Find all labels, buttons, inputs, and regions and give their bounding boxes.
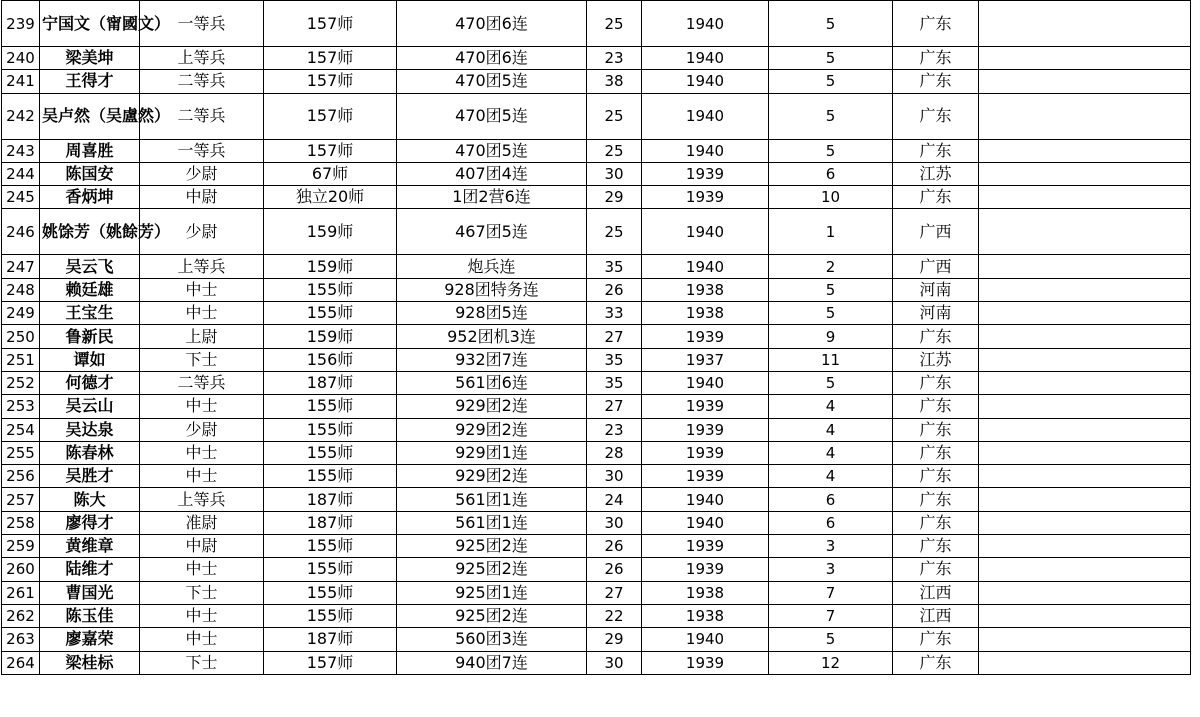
division-cell: 155师	[264, 535, 397, 558]
province-cell: 广东	[893, 47, 979, 70]
row-number: 256	[2, 465, 40, 488]
note-cell	[979, 535, 1191, 558]
year-cell: 1939	[642, 418, 769, 441]
month-cell: 4	[769, 395, 893, 418]
row-number: 264	[2, 651, 40, 674]
unit-cell: 929团2连	[397, 418, 587, 441]
province-cell: 广东	[893, 93, 979, 139]
year-cell: 1940	[642, 70, 769, 93]
age-cell: 22	[587, 604, 642, 627]
division-cell: 187师	[264, 628, 397, 651]
rank-cell: 中士	[140, 278, 264, 301]
division-cell: 155师	[264, 302, 397, 325]
rank-cell: 中尉	[140, 186, 264, 209]
month-cell: 5	[769, 1, 893, 47]
unit-cell: 925团2连	[397, 604, 587, 627]
unit-cell: 928团5连	[397, 302, 587, 325]
unit-cell: 470团5连	[397, 70, 587, 93]
soldier-name: 梁美坤	[40, 47, 140, 70]
soldier-name: 赖廷雄	[40, 278, 140, 301]
table-row	[2, 70, 1191, 93]
soldier-name: 陈国安	[40, 162, 140, 185]
year-cell: 1940	[642, 628, 769, 651]
roster-body	[2, 1, 1191, 675]
row-number: 255	[2, 441, 40, 464]
soldier-name: 黄维章	[40, 535, 140, 558]
rank-cell: 中士	[140, 558, 264, 581]
province-cell: 广东	[893, 325, 979, 348]
year-cell: 1940	[642, 139, 769, 162]
month-cell: 6	[769, 511, 893, 534]
unit-cell: 925团1连	[397, 581, 587, 604]
unit-cell: 470团6连	[397, 1, 587, 47]
month-cell: 5	[769, 93, 893, 139]
rank-cell: 上等兵	[140, 47, 264, 70]
rank-cell: 二等兵	[140, 93, 264, 139]
note-cell	[979, 604, 1191, 627]
year-cell: 1940	[642, 255, 769, 278]
age-cell: 29	[587, 186, 642, 209]
year-cell: 1939	[642, 441, 769, 464]
table-row	[2, 441, 1191, 464]
soldier-name: 宁国文（甯國文）	[40, 1, 140, 47]
table-row	[2, 302, 1191, 325]
year-cell: 1938	[642, 302, 769, 325]
month-cell: 6	[769, 162, 893, 185]
soldier-name: 王得才	[40, 70, 140, 93]
age-cell: 24	[587, 488, 642, 511]
age-cell: 26	[587, 278, 642, 301]
rank-cell: 上尉	[140, 325, 264, 348]
age-cell: 25	[587, 93, 642, 139]
table-row	[2, 395, 1191, 418]
province-cell: 广东	[893, 186, 979, 209]
row-number: 260	[2, 558, 40, 581]
month-cell: 4	[769, 418, 893, 441]
soldier-name: 香炳坤	[40, 186, 140, 209]
province-cell: 广东	[893, 651, 979, 674]
month-cell: 4	[769, 441, 893, 464]
province-cell: 江西	[893, 604, 979, 627]
year-cell: 1939	[642, 186, 769, 209]
rank-cell: 一等兵	[140, 139, 264, 162]
table-row	[2, 348, 1191, 371]
age-cell: 30	[587, 162, 642, 185]
division-cell: 187师	[264, 511, 397, 534]
row-number: 244	[2, 162, 40, 185]
province-cell: 广东	[893, 511, 979, 534]
row-number: 261	[2, 581, 40, 604]
note-cell	[979, 162, 1191, 185]
rank-cell: 二等兵	[140, 371, 264, 394]
province-cell: 广东	[893, 139, 979, 162]
table-row	[2, 255, 1191, 278]
soldier-name: 吴云飞	[40, 255, 140, 278]
rank-cell: 下士	[140, 348, 264, 371]
division-cell: 157师	[264, 139, 397, 162]
table-row	[2, 465, 1191, 488]
note-cell	[979, 70, 1191, 93]
rank-cell: 下士	[140, 651, 264, 674]
table-row	[2, 325, 1191, 348]
age-cell: 23	[587, 418, 642, 441]
note-cell	[979, 348, 1191, 371]
month-cell: 5	[769, 628, 893, 651]
row-number: 241	[2, 70, 40, 93]
rank-cell: 少尉	[140, 418, 264, 441]
note-cell	[979, 371, 1191, 394]
table-row	[2, 162, 1191, 185]
month-cell: 5	[769, 70, 893, 93]
note-cell	[979, 47, 1191, 70]
soldier-name: 吴胜才	[40, 465, 140, 488]
division-cell: 157师	[264, 70, 397, 93]
unit-cell: 952团机3连	[397, 325, 587, 348]
division-cell: 67师	[264, 162, 397, 185]
table-row	[2, 186, 1191, 209]
division-cell: 156师	[264, 348, 397, 371]
province-cell: 广东	[893, 488, 979, 511]
soldier-name: 曹国光	[40, 581, 140, 604]
table-row	[2, 535, 1191, 558]
rank-cell: 中士	[140, 604, 264, 627]
soldier-name: 梁桂标	[40, 651, 140, 674]
note-cell	[979, 465, 1191, 488]
province-cell: 广东	[893, 70, 979, 93]
age-cell: 26	[587, 558, 642, 581]
division-cell: 159师	[264, 209, 397, 255]
year-cell: 1940	[642, 209, 769, 255]
year-cell: 1939	[642, 395, 769, 418]
year-cell: 1939	[642, 535, 769, 558]
province-cell: 广东	[893, 465, 979, 488]
division-cell: 157师	[264, 93, 397, 139]
note-cell	[979, 93, 1191, 139]
unit-cell: 940团7连	[397, 651, 587, 674]
province-cell: 江苏	[893, 162, 979, 185]
rank-cell: 少尉	[140, 162, 264, 185]
note-cell	[979, 302, 1191, 325]
year-cell: 1938	[642, 581, 769, 604]
note-cell	[979, 628, 1191, 651]
note-cell	[979, 209, 1191, 255]
soldier-name: 姚馀芳（姚餘芳）	[40, 209, 140, 255]
note-cell	[979, 651, 1191, 674]
year-cell: 1939	[642, 162, 769, 185]
age-cell: 27	[587, 395, 642, 418]
division-cell: 159师	[264, 255, 397, 278]
division-cell: 187师	[264, 371, 397, 394]
month-cell: 4	[769, 465, 893, 488]
month-cell: 6	[769, 488, 893, 511]
province-cell: 广东	[893, 628, 979, 651]
note-cell	[979, 581, 1191, 604]
row-number: 263	[2, 628, 40, 651]
note-cell	[979, 488, 1191, 511]
month-cell: 3	[769, 558, 893, 581]
month-cell: 5	[769, 278, 893, 301]
row-number: 258	[2, 511, 40, 534]
province-cell: 广东	[893, 1, 979, 47]
month-cell: 9	[769, 325, 893, 348]
division-cell: 157师	[264, 651, 397, 674]
province-cell: 江苏	[893, 348, 979, 371]
age-cell: 35	[587, 255, 642, 278]
year-cell: 1939	[642, 325, 769, 348]
note-cell	[979, 186, 1191, 209]
soldier-name: 吴达泉	[40, 418, 140, 441]
division-cell: 155师	[264, 581, 397, 604]
row-number: 247	[2, 255, 40, 278]
year-cell: 1937	[642, 348, 769, 371]
unit-cell: 467团5连	[397, 209, 587, 255]
soldier-name: 陆维才	[40, 558, 140, 581]
note-cell	[979, 441, 1191, 464]
unit-cell: 470团5连	[397, 93, 587, 139]
division-cell: 157师	[264, 47, 397, 70]
rank-cell: 中士	[140, 395, 264, 418]
table-row	[2, 558, 1191, 581]
table-row	[2, 1, 1191, 47]
unit-cell: 925团2连	[397, 558, 587, 581]
age-cell: 27	[587, 325, 642, 348]
row-number: 245	[2, 186, 40, 209]
rank-cell: 中尉	[140, 535, 264, 558]
unit-cell: 929团2连	[397, 395, 587, 418]
province-cell: 广东	[893, 371, 979, 394]
province-cell: 广西	[893, 255, 979, 278]
soldier-name: 陈春林	[40, 441, 140, 464]
division-cell: 159师	[264, 325, 397, 348]
month-cell: 10	[769, 186, 893, 209]
province-cell: 广东	[893, 535, 979, 558]
year-cell: 1939	[642, 558, 769, 581]
year-cell: 1940	[642, 47, 769, 70]
table-row	[2, 604, 1191, 627]
note-cell	[979, 558, 1191, 581]
roster-table	[1, 0, 1191, 675]
year-cell: 1940	[642, 511, 769, 534]
soldier-name: 吴卢然（吴盧然）	[40, 93, 140, 139]
row-number: 240	[2, 47, 40, 70]
age-cell: 28	[587, 441, 642, 464]
month-cell: 12	[769, 651, 893, 674]
table-row	[2, 278, 1191, 301]
year-cell: 1939	[642, 651, 769, 674]
rank-cell: 中士	[140, 465, 264, 488]
year-cell: 1938	[642, 278, 769, 301]
table-row	[2, 581, 1191, 604]
month-cell: 5	[769, 371, 893, 394]
note-cell	[979, 395, 1191, 418]
province-cell: 广东	[893, 418, 979, 441]
row-number: 259	[2, 535, 40, 558]
unit-cell: 932团7连	[397, 348, 587, 371]
table-row	[2, 628, 1191, 651]
division-cell: 独立20师	[264, 186, 397, 209]
unit-cell: 928团特务连	[397, 278, 587, 301]
soldier-name: 周喜胜	[40, 139, 140, 162]
province-cell: 广东	[893, 441, 979, 464]
province-cell: 广西	[893, 209, 979, 255]
month-cell: 7	[769, 581, 893, 604]
rank-cell: 中士	[140, 628, 264, 651]
row-number: 253	[2, 395, 40, 418]
table-row	[2, 371, 1191, 394]
rank-cell: 下士	[140, 581, 264, 604]
month-cell: 3	[769, 535, 893, 558]
note-cell	[979, 278, 1191, 301]
rank-cell: 准尉	[140, 511, 264, 534]
soldier-name: 鲁新民	[40, 325, 140, 348]
table-row	[2, 418, 1191, 441]
row-number: 248	[2, 278, 40, 301]
division-cell: 157师	[264, 1, 397, 47]
year-cell: 1938	[642, 604, 769, 627]
age-cell: 23	[587, 47, 642, 70]
month-cell: 5	[769, 302, 893, 325]
unit-cell: 470团5连	[397, 139, 587, 162]
table-row	[2, 139, 1191, 162]
division-cell: 155师	[264, 441, 397, 464]
soldier-name: 廖嘉荣	[40, 628, 140, 651]
province-cell: 河南	[893, 302, 979, 325]
table-row	[2, 511, 1191, 534]
note-cell	[979, 1, 1191, 47]
soldier-name: 何德才	[40, 371, 140, 394]
unit-cell: 929团1连	[397, 441, 587, 464]
unit-cell: 1团2营6连	[397, 186, 587, 209]
row-number: 243	[2, 139, 40, 162]
age-cell: 30	[587, 651, 642, 674]
unit-cell: 560团3连	[397, 628, 587, 651]
soldier-name: 谭如	[40, 348, 140, 371]
table-row	[2, 488, 1191, 511]
rank-cell: 上等兵	[140, 488, 264, 511]
soldier-name: 廖得才	[40, 511, 140, 534]
year-cell: 1940	[642, 488, 769, 511]
table-row	[2, 93, 1191, 139]
month-cell: 1	[769, 209, 893, 255]
age-cell: 38	[587, 70, 642, 93]
rank-cell: 二等兵	[140, 70, 264, 93]
note-cell	[979, 418, 1191, 441]
unit-cell: 470团6连	[397, 47, 587, 70]
row-number: 251	[2, 348, 40, 371]
soldier-name: 陈玉佳	[40, 604, 140, 627]
rank-cell: 一等兵	[140, 1, 264, 47]
soldier-name: 陈大	[40, 488, 140, 511]
age-cell: 35	[587, 348, 642, 371]
year-cell: 1940	[642, 1, 769, 47]
soldier-name: 吴云山	[40, 395, 140, 418]
note-cell	[979, 325, 1191, 348]
month-cell: 5	[769, 139, 893, 162]
month-cell: 7	[769, 604, 893, 627]
unit-cell: 561团1连	[397, 488, 587, 511]
row-number: 239	[2, 1, 40, 47]
row-number: 262	[2, 604, 40, 627]
age-cell: 25	[587, 209, 642, 255]
row-number: 252	[2, 371, 40, 394]
age-cell: 33	[587, 302, 642, 325]
unit-cell: 561团6连	[397, 371, 587, 394]
rank-cell: 中士	[140, 441, 264, 464]
unit-cell: 561团1连	[397, 511, 587, 534]
age-cell: 35	[587, 371, 642, 394]
age-cell: 27	[587, 581, 642, 604]
row-number: 257	[2, 488, 40, 511]
division-cell: 155师	[264, 604, 397, 627]
division-cell: 155师	[264, 395, 397, 418]
division-cell: 155师	[264, 418, 397, 441]
year-cell: 1940	[642, 93, 769, 139]
table-row	[2, 47, 1191, 70]
age-cell: 25	[587, 1, 642, 47]
soldier-name: 王宝生	[40, 302, 140, 325]
unit-cell: 炮兵连	[397, 255, 587, 278]
division-cell: 155师	[264, 558, 397, 581]
division-cell: 155师	[264, 465, 397, 488]
age-cell: 29	[587, 628, 642, 651]
year-cell: 1939	[642, 465, 769, 488]
row-number: 242	[2, 93, 40, 139]
note-cell	[979, 139, 1191, 162]
rank-cell: 上等兵	[140, 255, 264, 278]
province-cell: 江西	[893, 581, 979, 604]
province-cell: 广东	[893, 395, 979, 418]
age-cell: 30	[587, 511, 642, 534]
table-row	[2, 209, 1191, 255]
province-cell: 广东	[893, 558, 979, 581]
rank-cell: 中士	[140, 302, 264, 325]
rank-cell: 少尉	[140, 209, 264, 255]
age-cell: 26	[587, 535, 642, 558]
row-number: 246	[2, 209, 40, 255]
month-cell: 11	[769, 348, 893, 371]
unit-cell: 407团4连	[397, 162, 587, 185]
division-cell: 187师	[264, 488, 397, 511]
row-number: 250	[2, 325, 40, 348]
note-cell	[979, 511, 1191, 534]
table-row	[2, 651, 1191, 674]
year-cell: 1940	[642, 371, 769, 394]
row-number: 254	[2, 418, 40, 441]
unit-cell: 925团2连	[397, 535, 587, 558]
age-cell: 25	[587, 139, 642, 162]
note-cell	[979, 255, 1191, 278]
month-cell: 5	[769, 47, 893, 70]
unit-cell: 929团2连	[397, 465, 587, 488]
month-cell: 2	[769, 255, 893, 278]
row-number: 249	[2, 302, 40, 325]
age-cell: 30	[587, 465, 642, 488]
province-cell: 河南	[893, 278, 979, 301]
division-cell: 155师	[264, 278, 397, 301]
